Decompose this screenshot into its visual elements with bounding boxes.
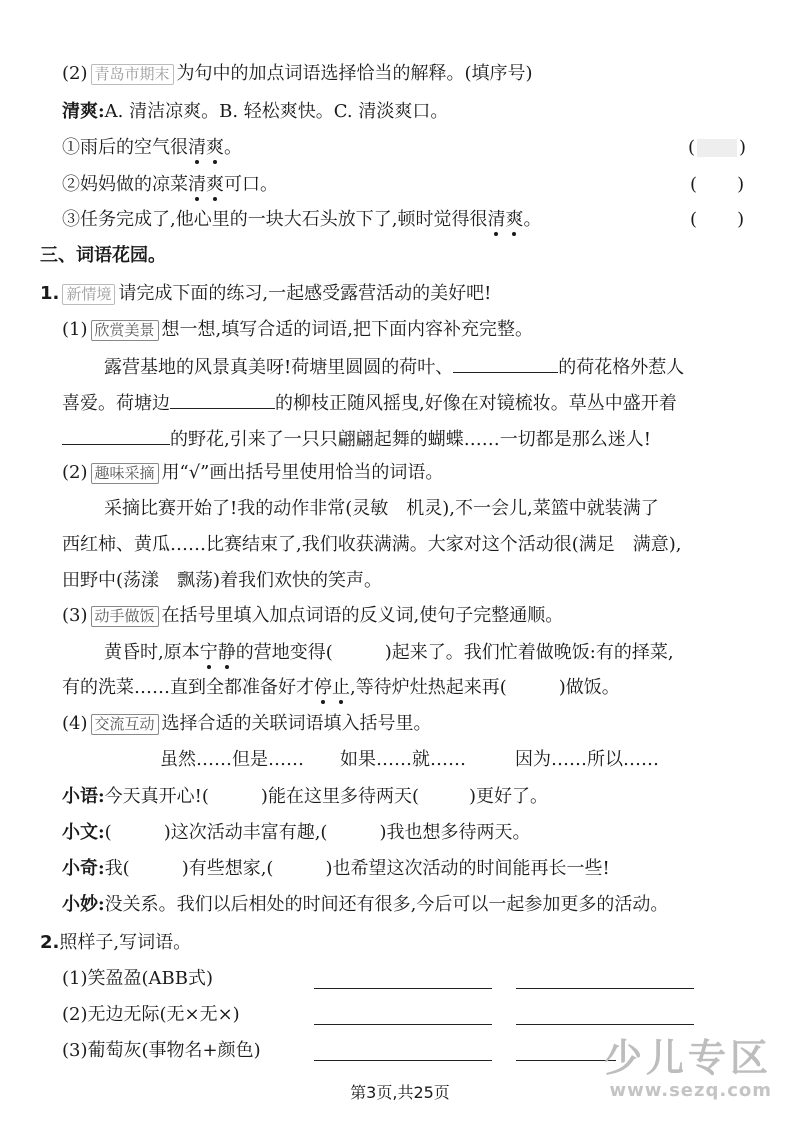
answer-parens-1[interactable]: ( ) — [688, 137, 747, 158]
answer-line[interactable] — [516, 1060, 616, 1061]
definition-item-3: ③任务完成了,他心里的一块大石头放下了,顿时觉得很清爽。 — [62, 209, 542, 230]
passage-line: 有的洗菜……直到全都准备好才停止,等待炉灶热起来再( )做饭。 — [62, 677, 620, 698]
section-title: 三、词语花园。 — [40, 245, 166, 266]
connective-option: 虽然……但是…… — [160, 749, 304, 770]
context-tag: 新情境 — [62, 284, 115, 305]
answer-parens-3[interactable]: ( ) — [690, 209, 745, 230]
dialogue-line: 小语:今天真开心!( )能在这里多待两天( )更好了。 — [62, 786, 548, 807]
connective-option: 如果……就…… — [340, 749, 466, 770]
answer-line[interactable] — [314, 988, 492, 989]
passage-line: 喜爱。荷塘边 的柳枝正随风摇曳,好像在对镜梳妆。草丛中盛开着 — [62, 390, 677, 416]
passage-line: 黄昏时,原本宁静的营地变得( )起来了。我们忙着做晚饭:有的择菜, — [104, 642, 674, 663]
question-2-word-heading: 2.照样子,写词语。 — [40, 932, 192, 953]
definition-item-1: ①雨后的空气很清爽。 — [62, 137, 242, 158]
subquestion-3-heading: (3) 动手做饭 在括号里填入加点词语的反义词,使句子完整通顺。 — [62, 605, 564, 626]
subquestion-1-heading: (1) 欣赏美景 想一想,填写合适的词语,把下面内容补充完整。 — [62, 319, 533, 340]
connective-option: 因为……所以…… — [515, 749, 659, 770]
subquestion-2-heading: (2) 趣味采摘 用“√”画出括号里使用恰当的词语。 — [62, 462, 444, 483]
fill-blank[interactable] — [170, 390, 275, 409]
source-tag: 青岛市期末 — [91, 64, 174, 85]
dialogue-line: 小文:( )这次活动丰富有趣,( )我也想多待两天。 — [62, 822, 531, 843]
dialogue-line: 小妙:没关系。我们以后相处的时间还有很多,今后可以一起参加更多的活动。 — [62, 894, 669, 915]
word-item: (3)葡萄灰(事物名+颜色) — [62, 1040, 261, 1061]
watermark-title: 少儿专区 — [603, 1036, 772, 1080]
word-item: (2)无边无际(无×无×) — [62, 1004, 240, 1025]
fill-blank[interactable] — [62, 426, 170, 445]
topic-tag: 交流互动 — [91, 714, 159, 735]
topic-tag: 动手做饭 — [91, 606, 159, 627]
passage-line: 西红柿、黄瓜……比赛结束了,我们收获满满。大家对这个活动很(满足 满意), — [62, 534, 682, 555]
passage-line: 的野花,引来了一只只翩翩起舞的蝴蝶……一切都是那么迷人! — [62, 426, 651, 452]
fill-blank[interactable] — [453, 354, 558, 373]
answer-line[interactable] — [314, 1024, 492, 1025]
page-number: 第3页,共25页 — [350, 1083, 450, 1102]
answer-line[interactable] — [516, 988, 694, 989]
subquestion-4-heading: (4) 交流互动 选择合适的关联词语填入括号里。 — [62, 713, 432, 734]
answer-line[interactable] — [314, 1060, 492, 1061]
definition-item-2: ②妈妈做的凉菜清爽可口。 — [62, 174, 278, 195]
dialogue-line: 小奇:我( )有些想家,( )也希望这次活动的时间能再长一些! — [62, 858, 610, 879]
question-2-heading: (2) 青岛市期末 为句中的加点词语选择恰当的解释。(填序号) — [62, 63, 533, 84]
passage-line: 采摘比赛开始了!我的动作非常(灵敏 机灵),不一会儿,菜篮中就装满了 — [104, 498, 659, 519]
watermark-url: www.sezq.com — [609, 1080, 772, 1101]
definition-line: 清爽:A. 清洁凉爽。B. 轻松爽快。C. 清淡爽口。 — [62, 101, 449, 122]
topic-tag: 趣味采摘 — [91, 463, 159, 484]
answer-parens-2[interactable]: ( ) — [690, 174, 745, 195]
word-item: (1)笑盈盈(ABB式) — [62, 968, 213, 989]
passage-line: 露营基地的风景真美呀!荷塘里圆圆的荷叶、 的荷花格外惹人 — [104, 354, 684, 380]
passage-line: 田野中(荡漾 飘荡)着我们欢快的笑声。 — [62, 570, 383, 591]
topic-tag: 欣赏美景 — [91, 320, 159, 341]
question-1-heading: 1. 新情境 请完成下面的练习,一起感受露营活动的美好吧! — [40, 283, 492, 304]
answer-line[interactable] — [516, 1024, 694, 1025]
